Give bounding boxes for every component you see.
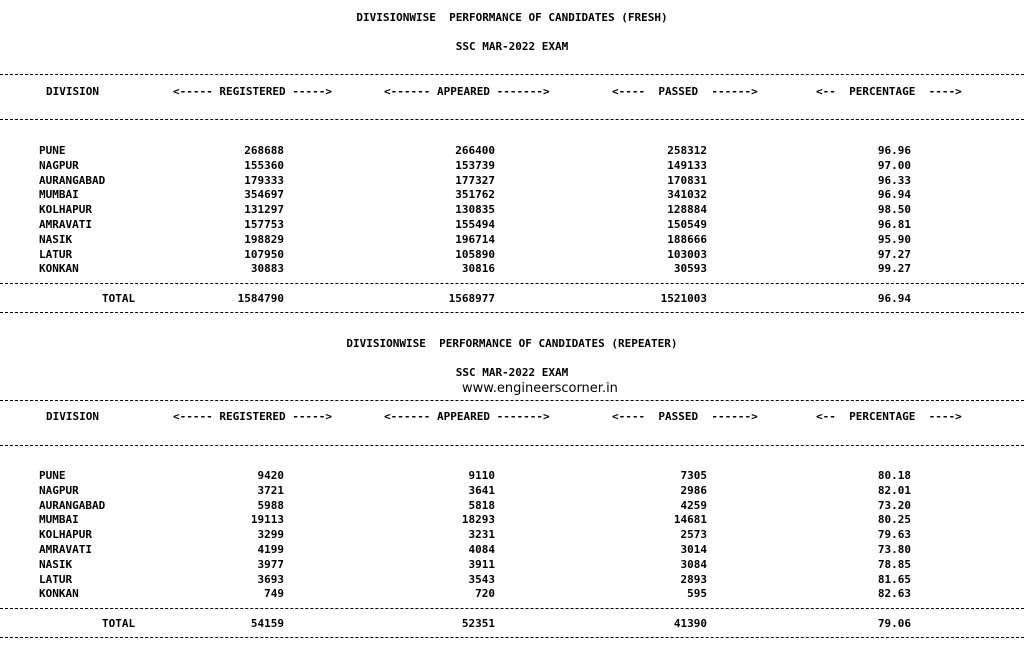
repeater-row-division: AURANGABAD — [39, 498, 106, 512]
fresh-row-appeared: 130835 — [455, 203, 495, 217]
fresh-header-registered: <----- REGISTERED -----> — [173, 85, 332, 98]
fresh-row-registered: 131297 — [244, 203, 284, 217]
repeater-row-registered: 19113 — [250, 513, 284, 527]
repeater-row-passed: 3084 — [680, 557, 707, 571]
fresh-row-percentage: 96.81 — [877, 218, 911, 231]
repeater-row-percentage: 79.63 — [877, 528, 911, 542]
repeater-exam-title: SSC MAR-2022 EXAM — [455, 366, 569, 379]
repeater-row-appeared: 9110 — [468, 469, 495, 482]
repeater-row-passed: 7305 — [680, 469, 707, 482]
repeater-row-percentage: 78.85 — [877, 557, 911, 571]
fresh-row-appeared: 196714 — [455, 232, 495, 246]
fresh-row-passed: 341032 — [667, 188, 707, 202]
fresh-row-passed: 170831 — [667, 173, 707, 187]
fresh-row-appeared: 105890 — [455, 247, 495, 261]
fresh-total-appeared: 1568977 — [448, 292, 495, 305]
fresh-row-passed: 188666 — [667, 232, 707, 246]
fresh-row-division: AURANGABAD — [39, 173, 106, 187]
repeater-row-division: KONKAN — [39, 587, 79, 601]
divider — [0, 445, 1024, 446]
divider — [0, 608, 1024, 609]
repeater-row-appeared: 4084 — [468, 543, 495, 556]
fresh-row-passed: 128884 — [667, 203, 707, 217]
repeater-row-percentage: 80.25 — [877, 513, 911, 527]
repeater-row-division: NAGPUR — [39, 483, 79, 497]
fresh-row-registered: 179333 — [244, 173, 284, 187]
repeater-header-registered: <----- REGISTERED -----> — [173, 410, 332, 423]
repeater-row-percentage: 82.63 — [877, 587, 911, 601]
fresh-row-percentage: 96.94 — [877, 188, 911, 202]
repeater-header-passed: <---- PASSED ------> — [612, 410, 758, 423]
fresh-row-division: NASIK — [39, 232, 73, 246]
repeater-row-passed: 14681 — [673, 513, 707, 527]
repeater-row-division: KOLHAPUR — [39, 528, 92, 542]
repeater-row-division: MUMBAI — [39, 513, 79, 527]
repeater-row-registered: 3977 — [257, 557, 284, 571]
divider — [0, 312, 1024, 313]
fresh-row-passed: 150549 — [667, 218, 707, 231]
fresh-row-percentage: 99.27 — [877, 262, 911, 276]
repeater-row-registered: 3721 — [257, 483, 284, 497]
fresh-row-registered: 354697 — [244, 188, 284, 202]
repeater-total-label: TOTAL — [102, 617, 136, 630]
fresh-row-registered: 30883 — [250, 262, 284, 276]
fresh-row-appeared: 177327 — [455, 173, 495, 187]
fresh-exam-title: SSC MAR-2022 EXAM — [455, 40, 569, 53]
fresh-row-division: KOLHAPUR — [39, 203, 92, 217]
divider — [0, 74, 1024, 75]
fresh-row-appeared: 155494 — [455, 218, 495, 231]
fresh-total-percentage: 96.94 — [877, 292, 911, 305]
repeater-row-passed: 2573 — [680, 528, 707, 542]
fresh-row-passed: 103003 — [667, 247, 707, 261]
repeater-row-registered: 3693 — [257, 572, 284, 586]
repeater-row-division: LATUR — [39, 572, 73, 586]
watermark-text: www.engineerscorner.in — [462, 381, 618, 396]
fresh-row-passed: 149133 — [667, 158, 707, 172]
repeater-total-registered: 54159 — [250, 617, 284, 630]
fresh-row-percentage: 97.27 — [877, 247, 911, 261]
fresh-row-passed: 258312 — [667, 144, 707, 157]
fresh-row-appeared: 30816 — [461, 262, 495, 276]
fresh-row-division: LATUR — [39, 247, 73, 261]
fresh-row-registered: 198829 — [244, 232, 284, 246]
repeater-total-passed: 41390 — [673, 617, 707, 630]
fresh-row-percentage: 96.33 — [877, 173, 911, 187]
repeater-row-division: PUNE — [39, 469, 66, 482]
repeater-row-percentage: 81.65 — [877, 572, 911, 586]
fresh-row-division: MUMBAI — [39, 188, 79, 202]
fresh-row-appeared: 266400 — [455, 144, 495, 157]
repeater-row-passed: 2986 — [680, 483, 707, 497]
fresh-row-percentage: 98.50 — [877, 203, 911, 217]
repeater-title: DIVISIONWISE PERFORMANCE OF CANDIDATES (REPEATER) — [346, 337, 678, 350]
repeater-row-appeared: 3911 — [468, 557, 495, 571]
repeater-row-appeared: 720 — [475, 587, 495, 601]
fresh-row-division: NAGPUR — [39, 158, 79, 172]
fresh-row-appeared: 351762 — [455, 188, 495, 202]
divider — [0, 119, 1024, 120]
repeater-row-division: AMRAVATI — [39, 543, 92, 556]
fresh-total-label: TOTAL — [102, 292, 136, 305]
fresh-row-passed: 30593 — [673, 262, 707, 276]
repeater-row-appeared: 5818 — [468, 498, 495, 512]
repeater-row-registered: 749 — [264, 587, 284, 601]
fresh-row-percentage: 97.00 — [877, 158, 911, 172]
repeater-row-passed: 4259 — [680, 498, 707, 512]
divider — [0, 400, 1024, 401]
repeater-row-appeared: 18293 — [461, 513, 495, 527]
repeater-header-division: DIVISION — [46, 410, 99, 423]
fresh-row-registered: 157753 — [244, 218, 284, 231]
repeater-row-percentage: 82.01 — [877, 483, 911, 497]
repeater-row-passed: 3014 — [680, 543, 707, 556]
fresh-row-percentage: 95.90 — [877, 232, 911, 246]
repeater-row-appeared: 3231 — [468, 528, 495, 542]
repeater-row-registered: 5988 — [257, 498, 284, 512]
repeater-row-appeared: 3543 — [468, 572, 495, 586]
repeater-row-percentage: 80.18 — [877, 469, 911, 482]
repeater-total-percentage: 79.06 — [877, 617, 911, 630]
fresh-total-registered: 1584790 — [237, 292, 284, 305]
repeater-row-passed: 595 — [687, 587, 707, 601]
repeater-row-percentage: 73.80 — [877, 543, 911, 556]
repeater-header-percentage: <-- PERCENTAGE ----> — [816, 410, 962, 423]
fresh-total-passed: 1521003 — [660, 292, 707, 305]
repeater-row-registered: 9420 — [257, 469, 284, 482]
repeater-row-division: NASIK — [39, 557, 73, 571]
fresh-row-registered: 107950 — [244, 247, 284, 261]
fresh-header-passed: <---- PASSED ------> — [612, 85, 758, 98]
fresh-row-division: KONKAN — [39, 262, 79, 276]
divider — [0, 637, 1024, 638]
repeater-row-percentage: 73.20 — [877, 498, 911, 512]
fresh-row-appeared: 153739 — [455, 158, 495, 172]
fresh-title: DIVISIONWISE PERFORMANCE OF CANDIDATES (FRESH) — [356, 11, 668, 24]
repeater-total-appeared: 52351 — [461, 617, 495, 630]
fresh-header-appeared: <------ APPEARED -------> — [384, 85, 550, 98]
fresh-row-percentage: 96.96 — [877, 144, 911, 157]
fresh-row-registered: 268688 — [244, 144, 284, 157]
fresh-header-percentage: <-- PERCENTAGE ----> — [816, 85, 962, 98]
repeater-row-registered: 3299 — [257, 528, 284, 542]
repeater-row-registered: 4199 — [257, 543, 284, 556]
fresh-row-registered: 155360 — [244, 158, 284, 172]
repeater-row-passed: 2893 — [680, 572, 707, 586]
repeater-header-appeared: <------ APPEARED -------> — [384, 410, 550, 423]
repeater-row-appeared: 3641 — [468, 483, 495, 497]
divider — [0, 283, 1024, 284]
fresh-header-division: DIVISION — [46, 85, 99, 98]
fresh-row-division: PUNE — [39, 144, 66, 157]
fresh-row-division: AMRAVATI — [39, 218, 92, 231]
